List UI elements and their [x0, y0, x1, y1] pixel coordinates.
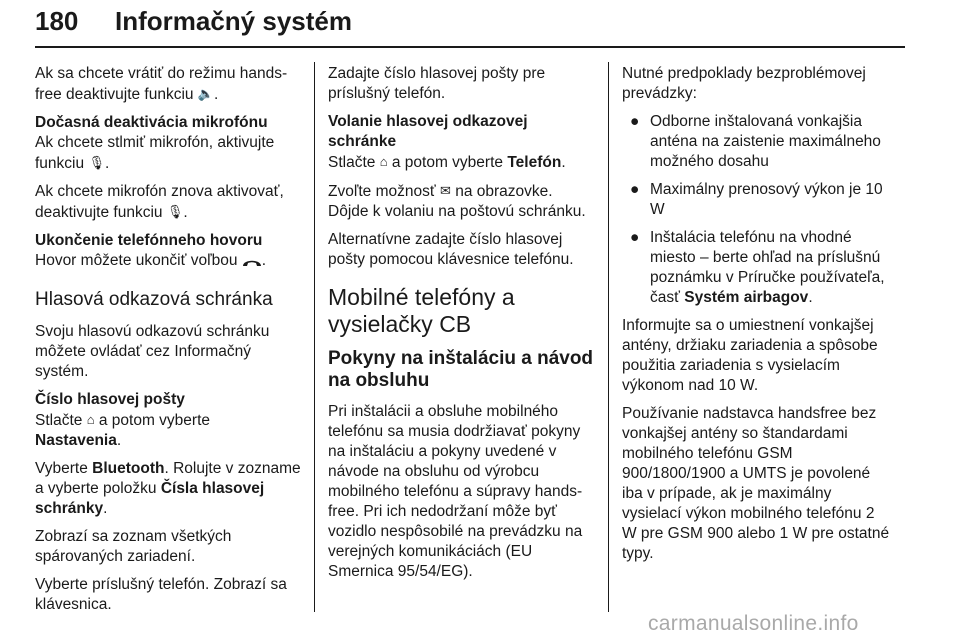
paragraph-antenna-info: Informujte sa o umiestnení vonkajšej antény, držiaku zariadenia a spôsobe použitia zariadenia s vysielacím výkonom nad 10 W.	[622, 317, 878, 394]
heading-mobile-phones: Mobilné telefóny a vysielačky CB	[328, 284, 515, 337]
list-item: ● Maximálny prenosový výkon je 10 W	[630, 181, 883, 218]
paragraph-handsfree: Ak sa chcete vrátiť do režimu hands-free deaktivujte funkciu 🔈.	[35, 65, 288, 103]
heading-voicemail-number: Číslo hlasovej pošty	[35, 391, 185, 408]
paragraph-alternative: Alternatívne zadajte číslo hlasovej pošty pomocou klávesnice telefónu.	[328, 231, 574, 268]
paragraph-enter-number: Zadajte číslo hlasovej pošty pre príslušný telefón.	[328, 65, 546, 102]
bullet-icon: ●	[630, 229, 640, 246]
paragraph-press-home: Stlačte ⌂ a potom vyberte Nastavenia.	[35, 412, 211, 449]
paragraph-installation: Pri inštalácii a obsluhe mobilného telefónu sa musia dodržiavať pokyny na inštaláciu a pokyny uvedené v návode na obsluhu od výrobcu mobilného telefónu a súpravy hands-free. Pri ich nedodržaní môže byť vozidlo nespôsobilé na prevádzku na verejných komunikáciách (EU Smernica 95/54/EG).	[328, 403, 583, 580]
list-item: ● Odborne inštalovaná vonkajšia anténa na zaistenie maximálneho možného dosahu	[630, 113, 881, 170]
page-header	[35, 0, 905, 48]
page-title: Informačný systém	[115, 6, 352, 36]
watermark: carmanualsonline.info	[648, 612, 859, 635]
page-number: 180	[35, 6, 79, 36]
speaker-icon: 🔈	[197, 86, 215, 101]
voicemail-icon: ✉	[440, 183, 451, 198]
heading-voicemail: Hlasová odkazová schránka	[35, 289, 273, 310]
home-icon: ⌂	[379, 154, 388, 169]
microphone-icon: 🎙	[166, 204, 184, 219]
paragraph-end-call: Hovor môžete ukončiť voľbou .	[35, 251, 303, 274]
paragraph-mute-2: Ak chcete mikrofón znova aktivovať, deaktivujte funkciu 🎙.	[35, 183, 284, 221]
paragraph-handsfree-usage: Používanie nadstavca handsfree bez vonkajšej antény so štandardami mobilného telefónu GSM 900/1800/1900 a UMTS je povolené iba v prípade, ak je maximálny vysielací výkon mobilného telefónu 2 W pre GSM 900 alebo 1 W pre ostatné typy.	[622, 405, 890, 562]
heading-installation: Pokyny na inštaláciu a návod na obsluhu	[328, 348, 594, 391]
list-item: ● Inštalácia telefónu na vhodné miesto – berte ohľad na príslušnú poznámku v Príručke používateľa, časť Systém airbagov.	[630, 229, 885, 306]
paragraph-mute-1: Ak chcete stlmiť mikrofón, aktivujte funkciu 🎙.	[35, 134, 275, 172]
heading-end-call: Ukončenie telefónneho hovoru	[35, 232, 263, 249]
paragraph-bluetooth: Vyberte Bluetooth. Rolujte v zozname a vyberte položku Čísla hlasovej schránky.	[35, 460, 301, 517]
column-3	[622, 64, 892, 572]
column-divider-2	[608, 62, 609, 612]
column-2	[328, 64, 596, 590]
bullet-icon: ●	[630, 181, 640, 198]
paragraph-press-telefon: Stlačte ⌂ a potom vyberte Telefón.	[328, 154, 566, 171]
paragraph-requirements: Nutné predpoklady bezproblémovej prevádzky:	[622, 65, 866, 102]
heading-call-voicemail: Volanie hlasovej odkazovej schránke	[328, 113, 528, 150]
requirements-list	[622, 112, 892, 308]
heading-mute: Dočasná deaktivácia mikrofónu	[35, 114, 268, 131]
end-call-icon	[242, 254, 262, 274]
microphone-icon: 🎙	[88, 155, 105, 170]
paragraph-voicemail: Svoju hlasovú odkazovú schránku môžete ovládať cez Informačný systém.	[35, 323, 270, 380]
paragraph-device-list: Zobrazí sa zoznam všetkých spárovaných zariadení.	[35, 528, 232, 565]
home-icon: ⌂	[86, 412, 95, 427]
paragraph-choose-voicemail: Zvoľte možnosť ✉ na obrazovke. Dôjde k volaniu na poštovú schránku.	[328, 183, 586, 220]
column-1	[35, 64, 303, 623]
column-divider-1	[314, 62, 315, 612]
paragraph-keypad: Vyberte príslušný telefón. Zobrazí sa klávesnica.	[35, 576, 287, 613]
bullet-icon: ●	[630, 113, 640, 130]
header-divider	[35, 46, 905, 48]
